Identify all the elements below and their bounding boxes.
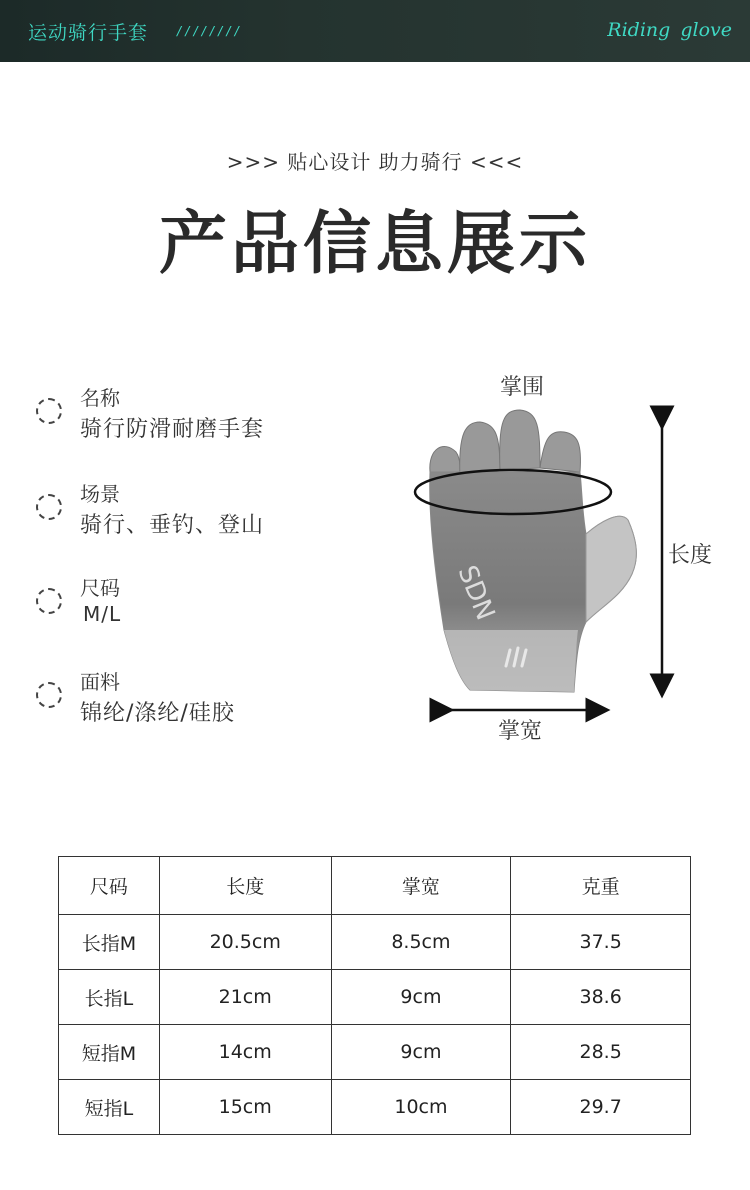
info-label: 尺码 — [80, 576, 120, 600]
header-decoration: //////// — [176, 24, 242, 38]
section-subtitle: >>> 贴心设计 助力骑行 <<< — [226, 150, 524, 174]
finger-index — [540, 432, 580, 472]
info-value: 骑行、垂钓、登山 — [80, 513, 265, 538]
dashed-circle-icon — [36, 682, 62, 708]
table-cell: 短指L — [59, 1080, 160, 1135]
table-header-cell: 掌宽 — [331, 857, 511, 915]
thumb-shape — [586, 516, 636, 622]
table-cell: 21cm — [159, 970, 331, 1025]
table-row — [59, 1025, 691, 1080]
table-cell: 37.5 — [511, 915, 691, 970]
info-value: 锦纶/涤纶/硅胶 — [80, 701, 235, 726]
info-item-size — [36, 572, 376, 636]
table-row — [59, 915, 691, 970]
table-row — [59, 970, 691, 1025]
table-cell: 9cm — [331, 1025, 511, 1080]
table-cell: 15cm — [159, 1080, 331, 1135]
dashed-circle-icon — [36, 494, 62, 520]
table-cell: 长指L — [59, 970, 160, 1025]
info-item-name — [36, 382, 376, 446]
header-banner — [0, 0, 750, 62]
table-cell: 短指M — [59, 1025, 160, 1080]
dashed-circle-icon — [36, 398, 62, 424]
table-header-cell: 尺码 — [59, 857, 160, 915]
info-label: 场景 — [80, 482, 120, 506]
size-spec-table — [58, 856, 691, 1135]
section-title: 产品信息展示 — [158, 205, 591, 284]
info-value: 骑行防滑耐磨手套 — [80, 417, 265, 442]
dashed-circle-icon — [36, 588, 62, 614]
table-cell: 长指M — [59, 915, 160, 970]
table-cell: 8.5cm — [331, 915, 511, 970]
palm-width-label: 掌宽 — [498, 719, 543, 744]
length-label: 长度 — [668, 543, 713, 568]
info-item-material — [36, 666, 376, 730]
finger-middle — [500, 410, 540, 470]
table-header-cell: 克重 — [511, 857, 691, 915]
header-title: 运动骑行手套 — [28, 22, 149, 44]
table-header-row — [59, 857, 691, 915]
info-item-scene — [36, 478, 376, 542]
info-label: 面料 — [80, 670, 120, 694]
header-title-en: Riding glove — [607, 19, 732, 41]
table-cell: 29.7 — [511, 1080, 691, 1135]
table-cell: 28.5 — [511, 1025, 691, 1080]
table-header-cell: 长度 — [159, 857, 331, 915]
glove-diagram — [400, 360, 740, 750]
info-value: M/L — [83, 602, 122, 626]
table-cell: 9cm — [331, 970, 511, 1025]
brand-mark: SDN — [451, 561, 501, 625]
table-cell: 10cm — [331, 1080, 511, 1135]
table-cell: 20.5cm — [159, 915, 331, 970]
palm-circumference-label: 掌围 — [500, 375, 545, 400]
table-cell: 14cm — [159, 1025, 331, 1080]
table-cell: 38.6 — [511, 970, 691, 1025]
table-row — [59, 1080, 691, 1135]
info-label: 名称 — [80, 386, 120, 410]
